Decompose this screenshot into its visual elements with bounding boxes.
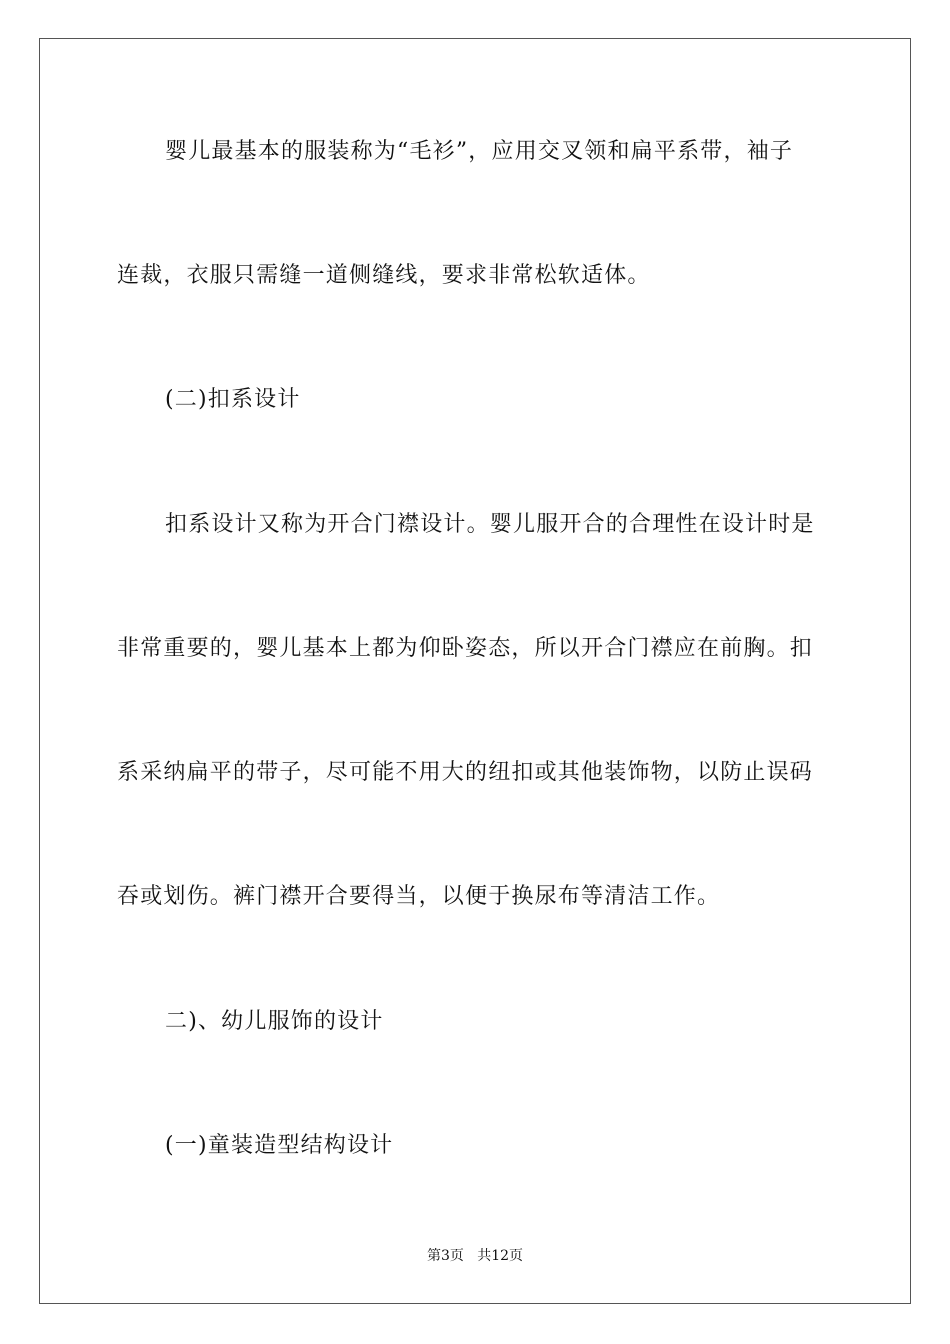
paragraph-2-line-1: 扣系设计又称为开合门襟设计。婴儿服开合的合理性在设计时是: [165, 512, 815, 537]
section-heading-structure-design: (一)童装造型结构设计: [165, 1133, 394, 1158]
paragraph-1-line-1: 婴儿最基本的服装称为“毛衫”，应用交叉领和扁平系带，袖子: [165, 139, 794, 164]
page-number-footer: 第3页 共12页: [426, 1248, 524, 1264]
paragraph-1-line-2: 连裁，衣服只需缝一道侧缝线，要求非常松软适体。: [117, 263, 651, 288]
section-heading-fastening-design: (二)扣系设计: [165, 387, 301, 412]
page-border: [39, 38, 911, 1304]
paragraph-2-line-3: 系采纳扁平的带子，尽可能不用大的纽扣或其他装饰物，以防止误码: [117, 760, 814, 785]
paragraph-2-line-4: 吞或划伤。裤门襟开合要得当，以便于换尿布等清洁工作。: [117, 884, 721, 909]
section-heading-toddler-clothing: 二)、幼儿服饰的设计: [165, 1009, 384, 1034]
paragraph-2-line-2: 非常重要的，婴儿基本上都为仰卧姿态，所以开合门襟应在前胸。扣: [117, 636, 814, 661]
